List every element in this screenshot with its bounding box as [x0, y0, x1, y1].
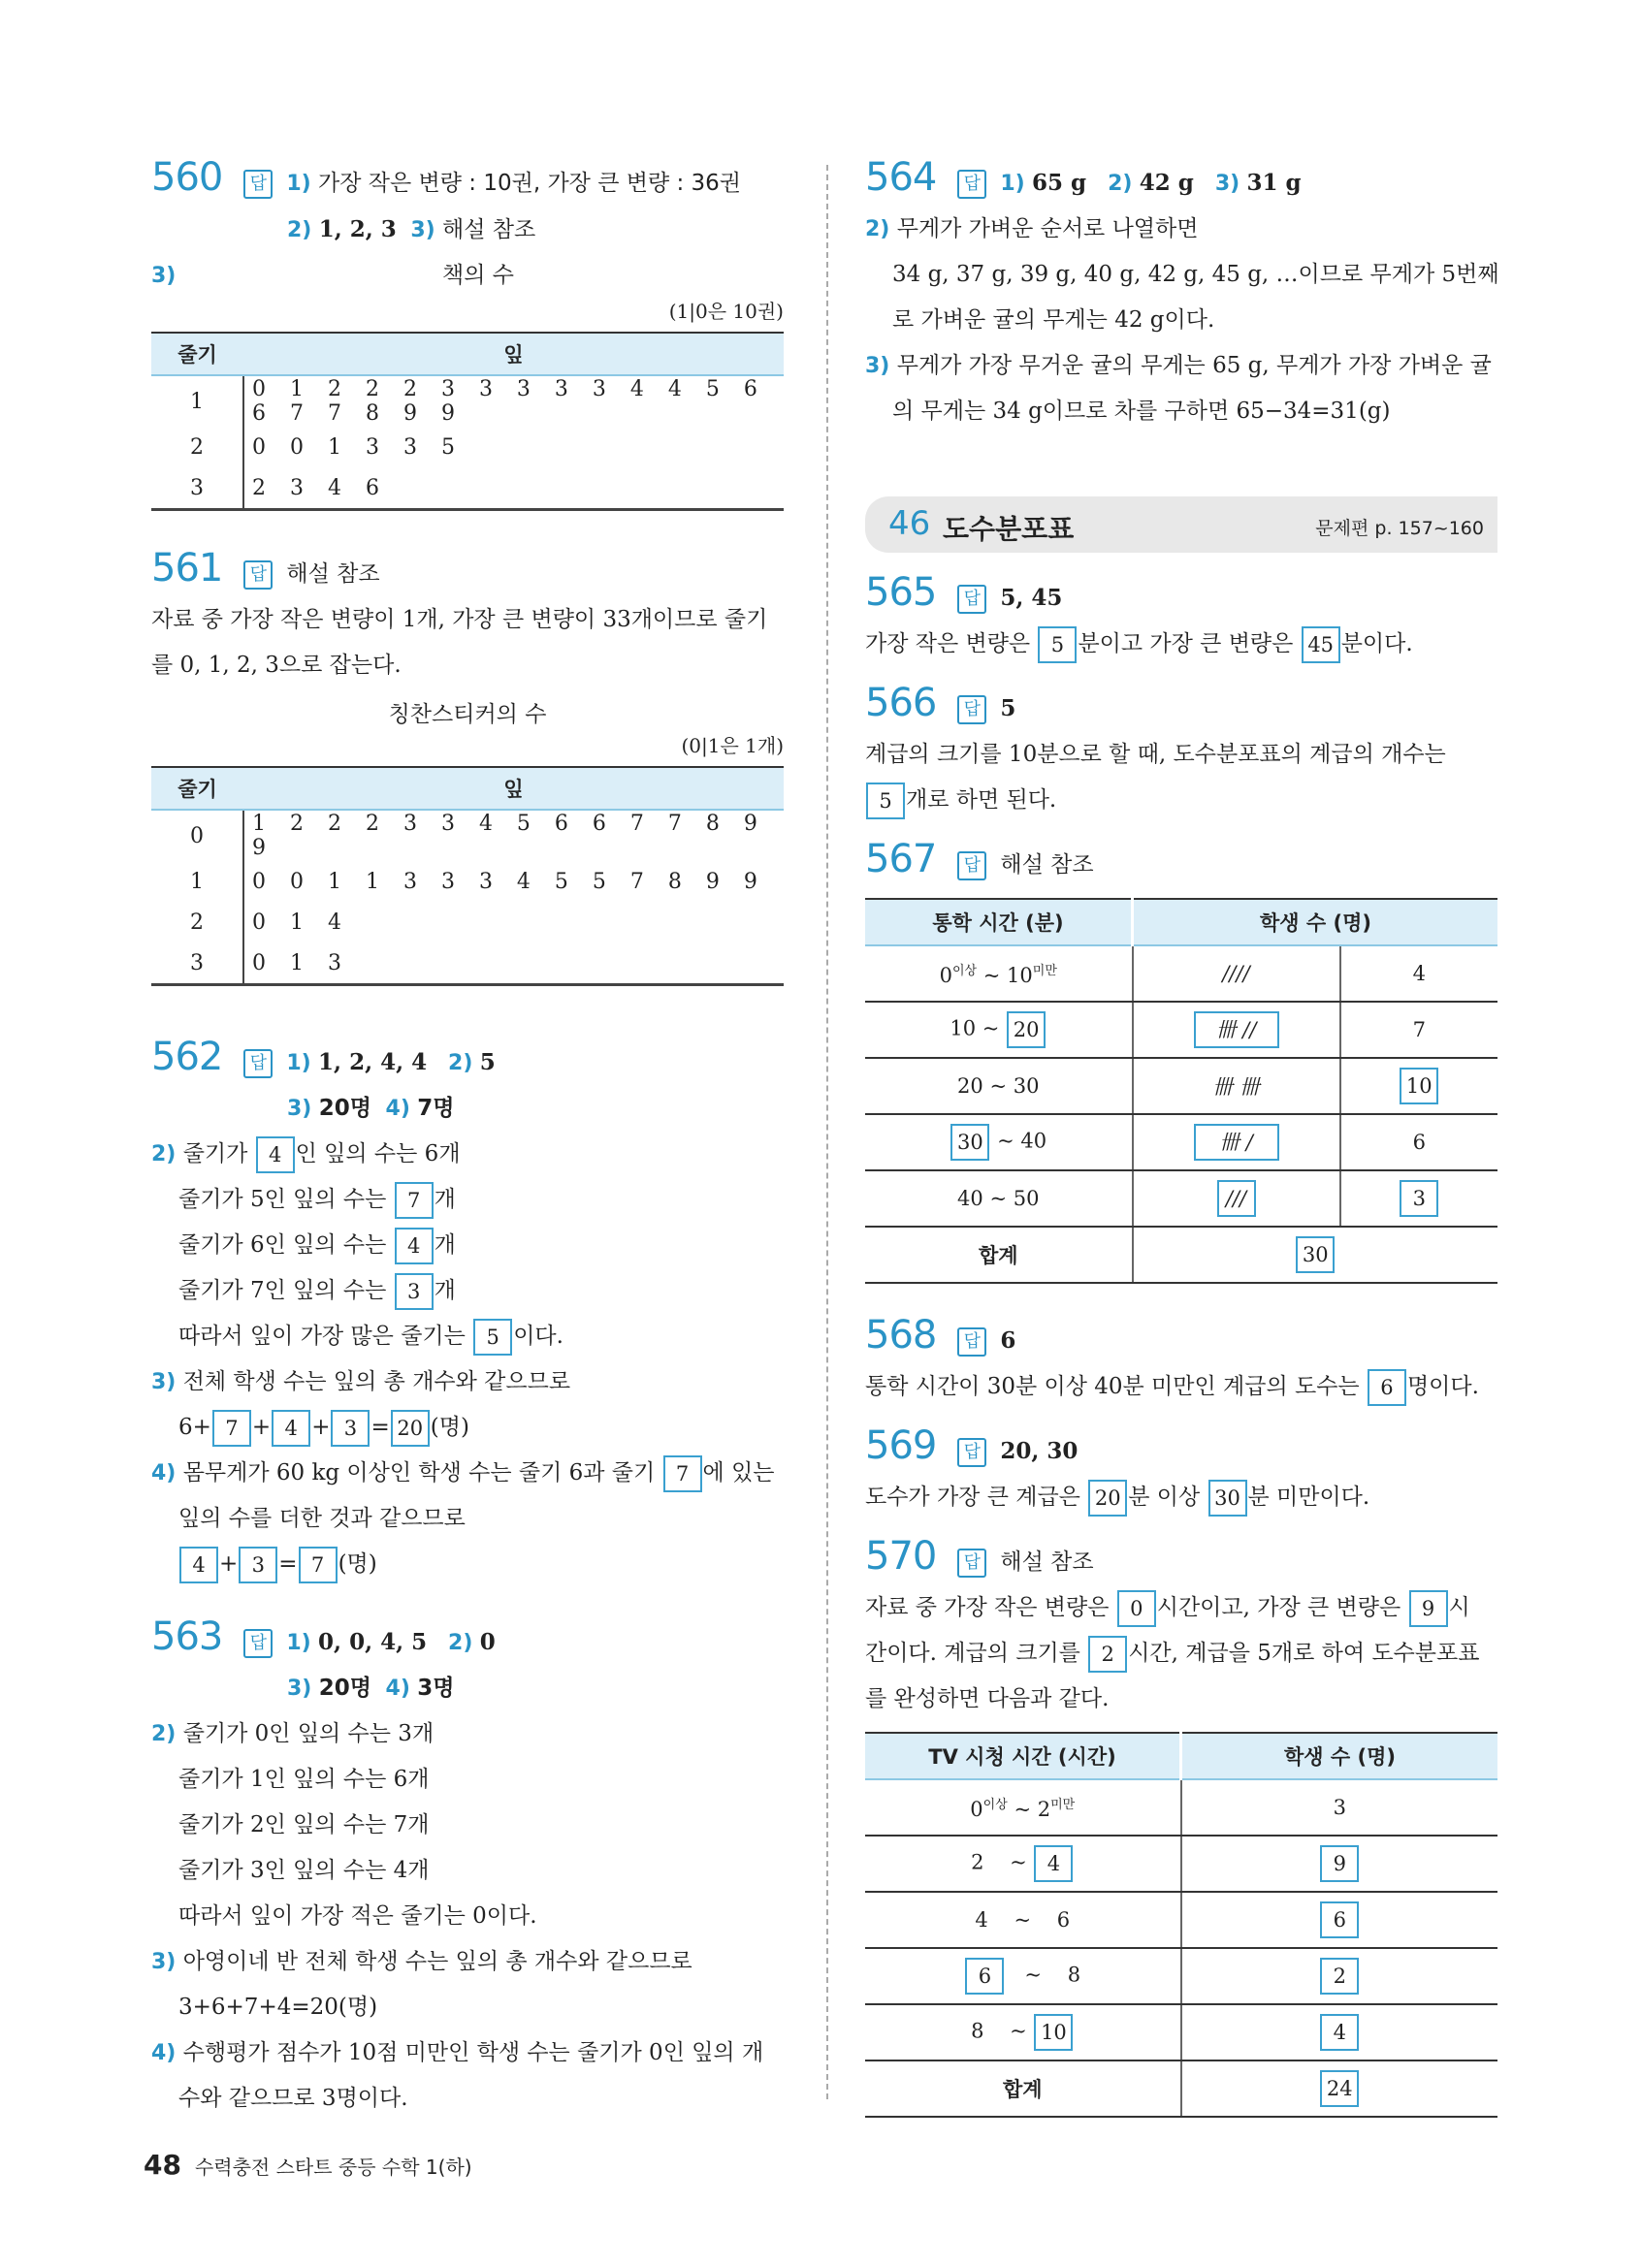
sum-cell [1181, 2060, 1498, 2117]
table-row [865, 1058, 1497, 1114]
class-cell: 40 ~ 50 [865, 1170, 1133, 1227]
problem-570 [865, 1534, 1497, 2118]
table-row [151, 375, 784, 427]
answer-box: 0 [1117, 1590, 1156, 1627]
answer-text: 해설 참조 [1000, 852, 1094, 878]
explanation-text: 이다. [513, 1324, 563, 1349]
explanation-text: 수행평가 점수가 10점 미만인 학생 수는 줄기가 0인 잎의 개 [182, 2040, 764, 2065]
count-cell [1340, 1058, 1498, 1114]
class-cell: 4 ~ 6 [865, 1892, 1181, 1948]
stem-cell: 2 [151, 427, 243, 467]
answer-box: 7 [299, 1547, 338, 1583]
right-column [865, 155, 1497, 2118]
explanation-label: 2) [151, 1722, 177, 1746]
answer-box: 6 [965, 1958, 1004, 1995]
leaf-header: 잎 [243, 767, 784, 810]
tally-cell: //// [1133, 945, 1340, 1002]
table-row [151, 902, 784, 942]
answer-text: 20, 30 [1000, 1438, 1079, 1464]
section-page-ref: 문제편 p. 157~160 [1315, 518, 1484, 539]
answer-label: 2) [287, 218, 312, 242]
table-row [151, 942, 784, 985]
operator: + [219, 1551, 239, 1577]
count-cell: 7 [1340, 1002, 1498, 1058]
problem-number: 569 [865, 1423, 937, 1468]
section-header [865, 496, 1497, 553]
answer-label: 3) [287, 1097, 312, 1121]
answer-badge: 답 [957, 1327, 986, 1357]
explanation-text: 도수가 가장 큰 계급은 [865, 1485, 1080, 1510]
count-header: 학생 수 (명) [1181, 1733, 1498, 1779]
problem-number: 565 [865, 570, 937, 615]
stem-cell: 2 [151, 902, 243, 942]
class-header: 통학 시간 (분) [865, 899, 1133, 945]
table-row [151, 810, 784, 861]
answer-box: 卌 / [1194, 1124, 1279, 1161]
leaf-cell: 0 1 2 2 2 3 3 3 3 3 4 4 5 6 6 7 7 8 9 9 [252, 377, 766, 426]
problem-566 [865, 681, 1497, 823]
answer-box: 7 [212, 1410, 251, 1447]
table-row [865, 2004, 1497, 2060]
answer-box: /// [1217, 1180, 1256, 1217]
answer-box: 20 [391, 1410, 430, 1447]
count-cell [1181, 1892, 1498, 1948]
tally-cell: 卌 卌 [1133, 1058, 1340, 1114]
answer-text: 42 g [1139, 170, 1194, 196]
answer-text: 5 [479, 1049, 496, 1075]
answer-text: 6 [1000, 1327, 1016, 1354]
explanation-line: 의 무게는 34 g이므로 차를 구하면 65−34=31(g) [892, 399, 1391, 424]
explanation-line: 를 0, 1, 2, 3으로 잡는다. [151, 653, 402, 678]
answer-box: 3 [331, 1410, 370, 1447]
leaf-cell: 0 0 1 3 3 5 [252, 434, 464, 460]
answer-badge: 답 [243, 1629, 273, 1658]
count-header: 학생 수 (명) [1133, 899, 1498, 945]
problem-number: 570 [865, 1534, 937, 1579]
answer-box: 30 [1208, 1480, 1247, 1517]
answer-label: 2) [448, 1631, 473, 1655]
stem-cell: 3 [151, 467, 243, 510]
explanation-line: 따라서 잎이 가장 적은 줄기는 0이다. [178, 1903, 537, 1929]
answer-box: 4 [1320, 2014, 1359, 2051]
answer-badge: 답 [957, 851, 986, 880]
stem-leaf-table [151, 332, 784, 511]
answer-box: 9 [1409, 1590, 1448, 1627]
answer-badge: 답 [957, 695, 986, 724]
explanation-line: 로 가벼운 귤의 무게는 42 g이다. [892, 307, 1215, 333]
explanation-label: 3) [151, 1950, 177, 1974]
leaf-cell: 0 0 1 1 3 3 3 4 5 5 7 8 9 9 [252, 869, 766, 894]
count-cell [1340, 1170, 1498, 1227]
problem-number: 564 [865, 155, 937, 200]
explanation-text: 인 잎의 수는 6개 [295, 1141, 461, 1166]
answer-label: 4) [385, 1097, 410, 1121]
answer-text: 20명 [318, 1096, 371, 1121]
problem-number: 561 [151, 546, 223, 591]
problem-number: 566 [865, 681, 937, 725]
operator: = [370, 1415, 390, 1440]
explanation-line: 34 g, 37 g, 39 g, 40 g, 42 g, 45 g, …이므로 무게가 5번째 [892, 262, 1499, 287]
table-key: (1|0은 10권) [668, 300, 784, 323]
answer-text: 가장 작은 변량 : 10권, 가장 큰 변량 : 36권 [318, 171, 742, 196]
answer-box: 2 [1088, 1636, 1127, 1673]
explanation-text: (명) [430, 1415, 469, 1440]
answer-text: 5, 45 [1000, 585, 1063, 611]
problem-563 [151, 1614, 784, 2122]
explanation-label: 4) [151, 1461, 177, 1485]
explanation-line: 줄기가 1인 잎의 수는 6개 [178, 1767, 430, 1792]
explanation-text: 줄기가 0인 잎의 수는 3개 [182, 1721, 435, 1746]
problem-569 [865, 1423, 1497, 1520]
class-cell: 2 ~ 4 [865, 1836, 1181, 1892]
count-cell [1181, 1836, 1498, 1892]
explanation-text: 전체 학생 수는 잎의 총 개수와 같으므로 [182, 1369, 571, 1394]
explanation-text: 줄기가 [182, 1141, 248, 1166]
stem-header: 줄기 [151, 767, 243, 810]
explanation-text: 분 이상 [1128, 1485, 1201, 1510]
explanation-label: 2) [151, 1142, 177, 1166]
page-footer [144, 2149, 472, 2181]
answer-badge: 답 [957, 170, 986, 199]
table-row [865, 1948, 1497, 2004]
count-cell: 4 [1340, 945, 1498, 1002]
answer-text: 5 [1000, 695, 1016, 721]
problem-562 [151, 1035, 784, 1587]
answer-box: 5 [866, 783, 905, 819]
answer-box: 45 [1302, 626, 1340, 663]
table-row [151, 427, 784, 467]
table-row [865, 1002, 1497, 1058]
answer-box: 5 [1038, 626, 1077, 663]
problem-number: 562 [151, 1035, 223, 1079]
explanation-text: 시 [1448, 1595, 1470, 1620]
answer-box: 6 [1320, 1901, 1359, 1938]
explanation-text: 시간, 계급을 5개로 하여 도수분포표 [1128, 1641, 1480, 1666]
class-cell: $0^{이상}$ ~ $10^{미만}$ [865, 945, 1133, 1002]
stem-leaf-table [151, 766, 784, 986]
operator: = [278, 1551, 298, 1577]
class-cell: 6 ~ 8 [865, 1948, 1181, 2004]
frequency-table [865, 898, 1497, 1284]
explanation-text: 자료 중 가장 작은 변량은 [865, 1595, 1110, 1620]
tally-cell [1133, 1002, 1340, 1058]
problem-568 [865, 1313, 1497, 1410]
table-row [865, 1779, 1497, 1836]
explanation-line: 를 완성하면 다음과 같다. [865, 1686, 1110, 1711]
explanation-text: 아영이네 반 전체 학생 수는 잎의 총 개수와 같으므로 [182, 1949, 692, 1974]
answer-badge: 답 [957, 1438, 986, 1467]
count-cell [1181, 1948, 1498, 2004]
answer-box: 5 [473, 1319, 512, 1356]
answer-badge: 답 [243, 560, 273, 590]
answer-box: 卌 // [1194, 1011, 1279, 1048]
answer-badge: 답 [243, 1049, 273, 1078]
leaf-cell: 1 2 2 2 3 3 4 5 6 6 7 7 8 9 9 [252, 812, 766, 860]
answer-box: 4 [272, 1410, 310, 1447]
explanation-text: 개 [434, 1232, 456, 1258]
class-cell: 10 ~ 20 [865, 1002, 1133, 1058]
explanation-line: 줄기가 2인 잎의 수는 7개 [178, 1812, 430, 1837]
problem-number: 567 [865, 837, 937, 881]
leaf-header: 잎 [243, 333, 784, 375]
answer-label: 1) [1000, 172, 1025, 196]
problem-565 [865, 570, 1497, 667]
answer-label: 1) [286, 1631, 311, 1655]
explanation-text: 분이고 가장 큰 변량은 [1078, 631, 1294, 656]
answer-text: 7명 [417, 1096, 455, 1121]
tally-cell [1133, 1114, 1340, 1170]
answer-box: 3 [395, 1273, 434, 1310]
count-cell: 6 [1340, 1114, 1498, 1170]
section-title: 도수분포표 [943, 513, 1075, 545]
answer-box: 20 [1088, 1480, 1127, 1517]
answer-text: 65 g [1032, 170, 1087, 196]
answer-label: 3) [1214, 172, 1240, 196]
answer-box: 24 [1320, 2070, 1359, 2107]
leaf-cell: 2 3 4 6 [243, 467, 784, 510]
answer-box: 4 [256, 1136, 295, 1173]
class-cell: 8 ~ 10 [865, 2004, 1181, 2060]
table-row [151, 861, 784, 902]
stem-cell: 0 [151, 810, 243, 861]
frequency-table [865, 1732, 1497, 2118]
count-cell [1181, 2004, 1498, 2060]
answer-text: 3명 [417, 1676, 455, 1701]
explanation-text: 따라서 잎이 가장 많은 줄기는 [178, 1324, 466, 1349]
explanation-text: 개 [434, 1187, 456, 1212]
answer-box: 2 [1320, 1958, 1359, 1995]
explanation-text: (명) [338, 1551, 377, 1577]
explanation-text: 6+ [178, 1415, 211, 1440]
class-cell: 20 ~ 30 [865, 1058, 1133, 1114]
problem-564 [865, 155, 1497, 434]
explanation-text: 줄기가 6인 잎의 수는 [178, 1232, 387, 1258]
problem-number: 560 [151, 155, 223, 200]
answer-text: 해설 참조 [442, 217, 536, 242]
explanation-text: 개로 하면 된다. [906, 787, 1057, 813]
explanation-label: 2) [865, 217, 890, 241]
answer-label: 1) [286, 172, 311, 196]
answer-label: 3) [410, 218, 435, 242]
explanation-text: 줄기가 5인 잎의 수는 [178, 1187, 387, 1212]
sum-cell [1133, 1227, 1498, 1283]
explanation-label: 4) [151, 2041, 177, 2065]
explanation-text: 개 [434, 1278, 456, 1303]
answer-box: 7 [395, 1182, 434, 1219]
problem-560 [151, 155, 784, 511]
table-row [865, 1227, 1497, 1283]
answer-box: 30 [1296, 1236, 1335, 1273]
explanation-text: 줄기가 7인 잎의 수는 [178, 1278, 387, 1303]
answer-text: 20명 [318, 1676, 371, 1701]
table-row [865, 1114, 1497, 1170]
answer-box: 20 [1007, 1011, 1046, 1048]
answer-box: 4 [1034, 1845, 1073, 1882]
stem-cell: 1 [151, 375, 243, 427]
stem-cell: 3 [151, 942, 243, 985]
explanation-label: 3) [151, 264, 177, 288]
table-row [151, 467, 784, 510]
answer-label: 2) [448, 1051, 473, 1075]
tally-cell [1133, 1170, 1340, 1227]
answer-text: 1, 2, 4, 4 [318, 1049, 428, 1075]
answer-box: 4 [395, 1228, 434, 1264]
table-row [865, 1836, 1497, 1892]
explanation-text: 몸무게가 60 kg 이상인 학생 수는 줄기 6과 줄기 [182, 1460, 656, 1485]
answer-text: 해설 참조 [286, 561, 380, 587]
explanation-text: 무게가 가벼운 순서로 나열하면 [896, 216, 1199, 241]
answer-box: 9 [1320, 1845, 1359, 1882]
answer-box: 3 [1400, 1180, 1438, 1217]
problem-561 [151, 546, 784, 986]
answer-box: 6 [1368, 1369, 1406, 1406]
answer-box: 4 [179, 1547, 218, 1583]
operator: + [251, 1415, 272, 1440]
leaf-cell: 0 1 3 [243, 942, 784, 985]
answer-label: 4) [385, 1677, 410, 1701]
answer-text: 0, 0, 4, 5 [318, 1629, 428, 1655]
operator: + [311, 1415, 331, 1440]
explanation-text: 가장 작은 변량은 [865, 631, 1031, 656]
answer-text: 1, 2, 3 [318, 216, 397, 242]
table-title: 책의 수 [442, 263, 514, 288]
explanation-label: 3) [865, 354, 890, 378]
explanation-text: 통학 시간이 30분 이상 40분 미만인 계급의 도수는 [865, 1374, 1360, 1399]
explanation-text: 간이다. 계급의 크기를 [865, 1641, 1080, 1666]
answer-text: 0 [479, 1629, 496, 1655]
left-column [151, 155, 784, 2122]
explanation-line: 3+6+7+4=20(명) [178, 1995, 378, 2020]
explanation-text: 분 미만이다. [1247, 1485, 1370, 1510]
table-title: 칭찬스티커의 수 [388, 702, 547, 727]
class-cell: 30 ~ 40 [865, 1114, 1133, 1170]
explanation-line: 줄기가 3인 잎의 수는 4개 [178, 1858, 430, 1883]
answer-box: 10 [1400, 1068, 1438, 1104]
answer-badge: 답 [243, 170, 273, 199]
explanation-text: 에 있는 [702, 1460, 775, 1485]
class-cell: $0^{이상}$ ~ $2^{미만}$ [865, 1779, 1181, 1836]
table-key: (0|1은 1개) [681, 734, 784, 757]
section-number: 46 [888, 504, 931, 543]
explanation-text: 무게가 가장 무거운 귤의 무게는 65 g, 무게가 가장 가벼운 귤 [896, 353, 1492, 378]
answer-label: 1) [286, 1051, 311, 1075]
answer-text: 해설 참조 [1000, 1549, 1094, 1575]
table-row [865, 2060, 1497, 2117]
answer-box: 3 [239, 1547, 277, 1583]
book-title: 수력충전 스타트 중등 수학 1(하) [194, 2156, 472, 2179]
page-number: 48 [144, 2149, 181, 2181]
problem-number: 563 [151, 1614, 223, 1659]
table-row [865, 1892, 1497, 1948]
answer-box: 7 [663, 1455, 702, 1492]
table-row [865, 1170, 1497, 1227]
sum-label: 합계 [865, 1227, 1133, 1283]
stem-cell: 1 [151, 861, 243, 902]
explanation-line: 잎의 수를 더한 것과 같으므로 [178, 1506, 466, 1531]
answer-badge: 답 [957, 1549, 986, 1578]
explanation-text: 시간이고, 가장 큰 변량은 [1156, 1595, 1401, 1620]
count-cell: 3 [1181, 1779, 1498, 1836]
answer-badge: 답 [957, 585, 986, 614]
table-row [865, 945, 1497, 1002]
class-header: TV 시청 시간 (시간) [865, 1733, 1181, 1779]
answer-box: 30 [950, 1124, 989, 1161]
leaf-cell: 0 1 4 [252, 910, 350, 935]
sum-label: 합계 [865, 2060, 1181, 2117]
answer-label: 3) [287, 1677, 312, 1701]
stem-header: 줄기 [151, 333, 243, 375]
problem-number: 568 [865, 1313, 937, 1358]
answer-text: 31 g [1246, 170, 1302, 196]
problem-567 [865, 837, 1497, 1284]
explanation-line: 수와 같으므로 3명이다. [178, 2086, 408, 2111]
explanation-label: 3) [151, 1370, 177, 1394]
column-divider [826, 165, 828, 2099]
answer-label: 2) [1108, 172, 1133, 196]
explanation-line: 자료 중 가장 작은 변량이 1개, 가장 큰 변량이 33개이므로 줄기 [151, 607, 768, 632]
explanation-text: 명이다. [1406, 1374, 1479, 1399]
explanation-line: 계급의 크기를 10분으로 할 때, 도수분포표의 계급의 개수는 [865, 742, 1446, 767]
explanation-text: 분이다. [1340, 631, 1413, 656]
answer-box: 10 [1034, 2014, 1073, 2051]
